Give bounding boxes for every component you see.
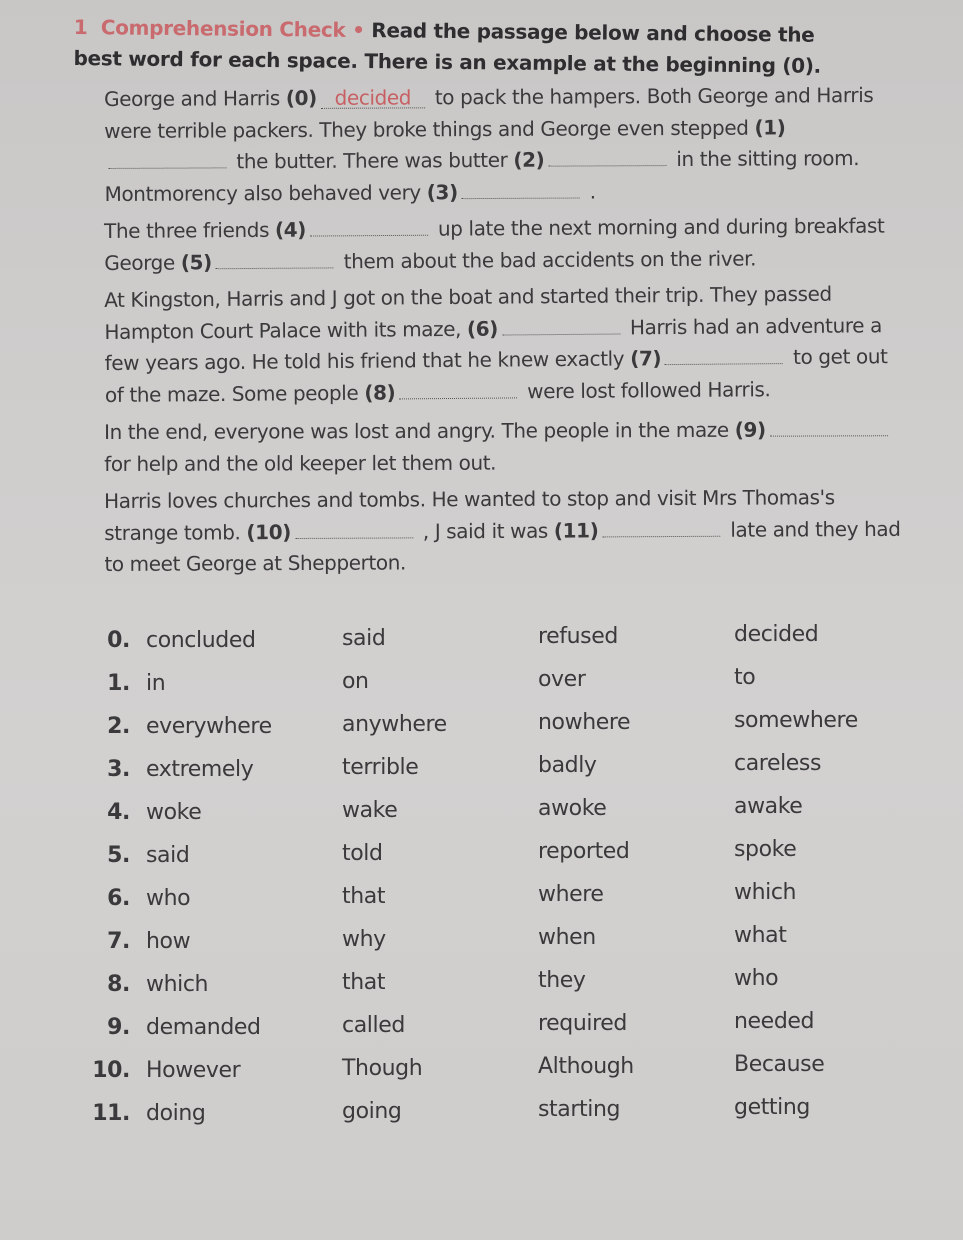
option-choice[interactable]: where [538,882,604,907]
option-choice[interactable]: how [146,929,191,954]
option-choice[interactable]: However [146,1058,241,1083]
option-choice[interactable]: in [146,671,166,696]
option-number: 9. [107,1015,130,1040]
option-choice[interactable]: called [342,1013,405,1038]
option-choice[interactable]: going [342,1099,402,1124]
option-row [90,1095,870,1144]
passage-text: The three friends [104,217,276,243]
option-number: 7. [107,929,130,954]
example-answer: decided [321,87,425,109]
gap-number: (7) [630,346,662,371]
option-choice[interactable]: that [342,970,386,995]
option-number: 6. [107,886,130,911]
passage-text: . [583,178,596,203]
option-choice[interactable]: doing [146,1101,206,1126]
option-number: 10. [92,1058,130,1083]
option-choice[interactable]: said [146,843,190,868]
gap-number: (1) [754,114,786,140]
option-number: 0. [107,628,130,653]
passage-text: At Kingston, Harris and J got on the boat and started their trip. They passed Hampton Court Palace with its maze, [104,281,832,344]
passage-paragraph [104,482,904,581]
passage-text: up late the next morning and during breakfast George [104,213,885,275]
passage-text: Harris had an adventure a few years ago. He told his friend that he knew exactly [104,312,883,375]
option-choice[interactable]: getting [734,1095,810,1120]
bullet-icon: • [352,17,365,43]
option-choice[interactable]: concluded [146,628,256,653]
option-choice[interactable]: when [538,925,596,950]
passage-text: In the end, everyone was lost and angry. The people in the maze [104,417,735,444]
passage-text: , J said it was [416,518,554,543]
gap-number: (5) [180,249,212,274]
option-choice[interactable]: they [538,968,586,993]
option-choice[interactable]: badly [538,753,597,778]
option-choice[interactable]: to [734,665,756,690]
option-choice[interactable]: who [146,886,191,911]
option-choice[interactable]: over [538,667,586,692]
gap-number: (11) [553,517,599,543]
option-choice[interactable]: everywhere [146,714,272,739]
answer-blank[interactable] [310,221,428,237]
option-choice[interactable]: anywhere [342,712,447,737]
exercise-instruction: Read the passage below and choose the best word for each space. There is an example at the beginning (0). [73,18,822,78]
answer-blank[interactable] [108,153,226,169]
answer-blank[interactable] [462,183,580,199]
option-choice[interactable]: refused [538,624,618,649]
option-choice[interactable]: why [342,927,386,952]
passage-text: to get out of the maze. Some people [104,344,888,407]
passage-text: late and they had to meet George at Shepperton. [104,516,901,576]
answer-blank[interactable] [399,383,517,399]
option-choice[interactable]: which [146,972,209,997]
option-choice[interactable]: said [342,626,386,651]
option-choice[interactable]: awake [734,794,803,819]
options-list [90,622,870,1144]
option-choice[interactable]: told [342,841,383,866]
option-choice[interactable]: spoke [734,837,797,862]
option-choice[interactable]: woke [146,800,202,825]
answer-blank[interactable] [216,253,334,269]
option-choice[interactable]: reported [538,839,630,864]
answer-blank[interactable] [665,349,783,365]
option-choice[interactable]: Because [734,1052,825,1077]
passage-text: George and Harris [104,86,286,111]
answer-blank[interactable] [770,421,888,436]
passage-text: Harris loves churches and tombs. He wanted to stop and visit Mrs Thomas's strange tomb. [104,485,835,545]
option-choice[interactable]: demanded [146,1015,261,1040]
passage-text: for help and the old keeper let them out. [104,450,497,476]
option-choice[interactable]: who [734,966,779,991]
gap-number: (4) [274,217,307,242]
option-number: 5. [107,843,130,868]
option-choice[interactable]: careless [734,751,822,776]
passage-paragraph [104,278,905,411]
passage [104,84,904,587]
option-number: 11. [92,1101,130,1126]
option-choice[interactable]: Though [342,1056,423,1081]
answer-blank[interactable] [502,319,620,335]
option-number: 8. [107,972,130,997]
gap-number: (8) [364,379,396,405]
option-choice[interactable]: terrible [342,755,419,780]
option-choice[interactable]: starting [538,1097,621,1122]
option-choice[interactable]: somewhere [734,708,858,733]
gap-number: (3) [426,179,458,204]
passage-paragraph [104,210,904,279]
option-choice[interactable]: Although [538,1054,634,1079]
option-choice[interactable]: what [734,923,787,948]
option-choice[interactable]: on [342,669,369,694]
gap-number: (6) [466,316,499,341]
option-choice[interactable]: wake [342,798,398,823]
option-choice[interactable]: that [342,884,386,909]
passage-text: in the sitting room. Montmorency also behaved very [104,146,860,206]
answer-blank[interactable] [602,521,720,537]
gap-number: (10) [246,519,291,544]
option-choice[interactable]: which [734,880,797,905]
exercise-title: Comprehension Check [100,15,346,42]
option-choice[interactable]: required [538,1011,627,1036]
passage-text: were lost followed Harris. [521,376,771,403]
passage-paragraph [104,414,904,480]
exercise-heading [73,12,864,82]
option-choice[interactable]: needed [734,1009,815,1034]
passage-text: the butter. There was butter [230,147,514,174]
option-choice[interactable]: extremely [146,757,254,782]
exercise-number: 1 [73,14,88,40]
answer-blank[interactable] [548,151,666,167]
gap-number: (9) [734,417,766,442]
option-choice[interactable]: awoke [538,796,607,821]
option-number: 3. [107,757,130,782]
option-number: 1. [107,671,130,696]
gap-number: (0) [285,85,317,111]
option-number: 4. [107,800,130,825]
answer-blank[interactable] [295,523,413,539]
option-choice[interactable]: decided [734,622,819,647]
option-choice[interactable]: nowhere [538,710,631,735]
gap-number: (2) [513,147,545,172]
passage-paragraph [104,80,905,210]
passage-text: to pack the hampers. Both George and Harris were terrible packers. They broke things and George even stepped [104,82,874,143]
passage-text: them about the bad accidents on the river. [337,245,757,273]
option-number: 2. [107,714,130,739]
